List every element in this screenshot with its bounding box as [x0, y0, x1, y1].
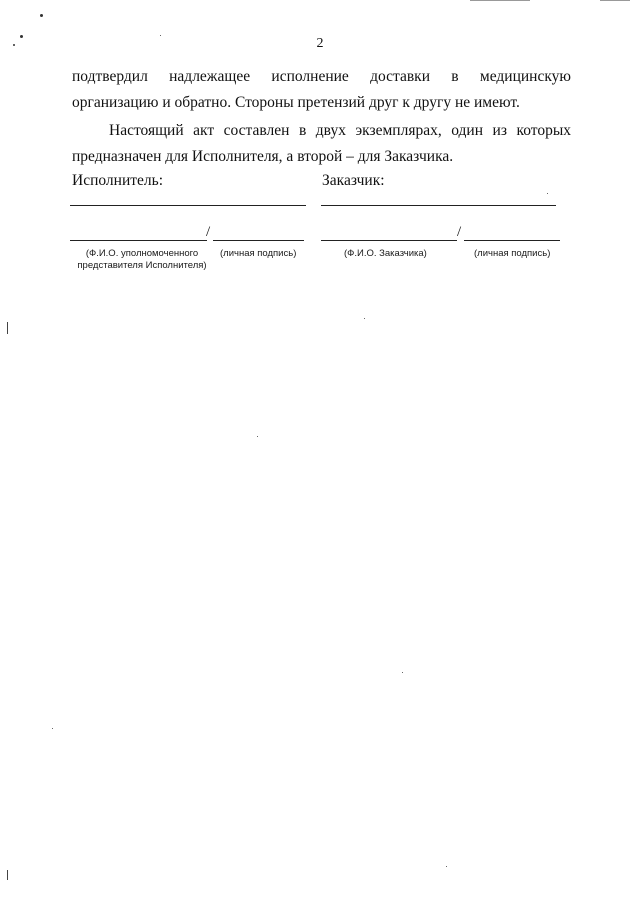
customer-slash: / — [457, 224, 462, 240]
scan-edge-mark — [7, 322, 8, 334]
paragraph-delivery-confirmation: подтвердил надлежащее исполнение доставки в медицинскую организацию и обратно. Стороны претензий друг к другу не имеют. — [72, 68, 571, 111]
customer-fio-caption: (Ф.И.О. Заказчика) — [344, 248, 427, 259]
scan-speck — [402, 672, 403, 673]
executor-signature-line — [213, 240, 304, 241]
customer-name-line — [321, 205, 556, 206]
executor-fio-caption: (Ф.И.О. уполномоченного представителя Исполнителя) — [77, 248, 207, 271]
executor-label: Исполнитель: — [72, 172, 164, 189]
executor-slash: / — [206, 224, 211, 240]
scan-speck — [52, 728, 53, 729]
customer-signature-line — [464, 240, 560, 241]
paragraph-copies-statement: Настоящий акт составлен в двух экземплярах, один из которых предназначен для Исполнителя, а второй – для Заказчика. — [72, 122, 571, 165]
scan-edge-mark — [470, 0, 530, 1]
customer-label: Заказчик: — [322, 172, 385, 189]
customer-signature-caption: (личная подпись) — [474, 248, 551, 259]
scan-speck — [160, 35, 161, 36]
customer-fio-line — [321, 240, 457, 241]
scan-speck — [20, 35, 23, 38]
scan-speck — [257, 436, 258, 437]
scan-edge-mark — [600, 0, 630, 1]
scan-edge-mark — [7, 870, 8, 880]
page-number: 2 — [316, 36, 324, 51]
executor-fio-line — [70, 240, 207, 241]
scan-speck — [446, 866, 447, 867]
scan-speck — [40, 14, 43, 17]
executor-signature-caption: (личная подпись) — [220, 248, 297, 259]
scan-speck — [364, 318, 365, 319]
scan-speck — [13, 44, 15, 46]
scan-speck — [547, 193, 548, 194]
executor-name-line — [70, 205, 306, 206]
